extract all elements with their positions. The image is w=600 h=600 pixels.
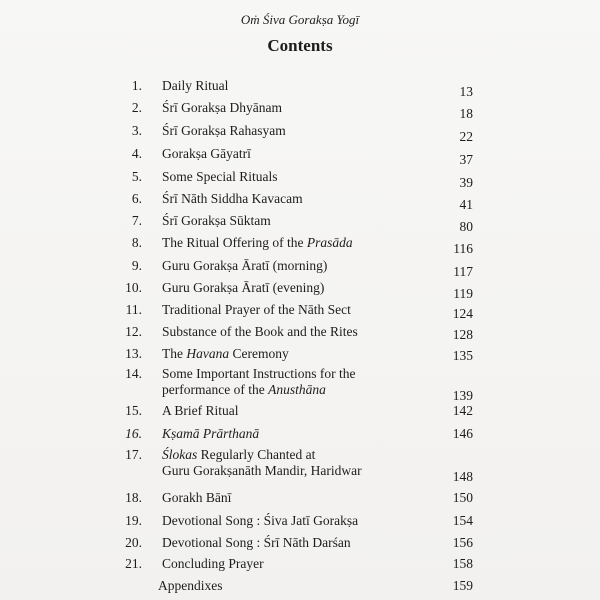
entry-number: 18. xyxy=(125,490,142,505)
entry-title-text: The Ritual Offering of the xyxy=(162,235,307,250)
entry-title: Śrī Gorakṣa Dhyānam xyxy=(162,100,282,115)
entry-title: Gorakṣa Gāyatrī xyxy=(162,146,251,161)
entry-page: 39 xyxy=(459,175,473,190)
entry-title-text: Ceremony xyxy=(229,346,289,361)
entry-page: 18 xyxy=(459,106,473,121)
entry-page: 119 xyxy=(453,286,473,301)
entry-page: 142 xyxy=(452,403,473,418)
entry-number: 5. xyxy=(131,169,142,184)
entry-title xyxy=(162,346,432,362)
entry-title: Appendixes xyxy=(158,578,223,593)
entry-title: A Brief Ritual xyxy=(162,403,239,418)
entry-title xyxy=(162,235,432,251)
entry-title: Devotional Song : Śrī Nāth Darśan xyxy=(162,535,351,550)
entry-title: Kṣamā Prārthanā xyxy=(162,426,260,441)
entry-title: Guru Gorakṣa Āratī (morning) xyxy=(162,258,328,273)
entry-title: Traditional Prayer of the Nāth Sect xyxy=(162,302,351,317)
entry-title-emphasis: Havana xyxy=(186,346,230,361)
entry-page: 37 xyxy=(459,152,473,167)
entry-number: 12. xyxy=(125,324,142,339)
entry-number: 21. xyxy=(125,556,142,571)
entry-title: Daily Ritual xyxy=(162,78,229,93)
entry-page: 146 xyxy=(452,426,473,441)
entry-number: 10. xyxy=(125,280,142,295)
entry-number: 8. xyxy=(131,235,142,250)
entry-title: Gorakh Bānī xyxy=(162,490,232,505)
entry-number: 13. xyxy=(125,346,142,361)
entry-number: 6. xyxy=(131,191,142,206)
entry-page: 148 xyxy=(452,469,473,484)
entry-page: 13 xyxy=(459,84,473,99)
entry-title: Concluding Prayer xyxy=(162,556,264,571)
entry-title xyxy=(162,447,432,479)
entry-number: 4. xyxy=(131,146,142,161)
entry-page: 159 xyxy=(452,578,473,593)
entry-page: 150 xyxy=(452,490,473,505)
entry-number: 9. xyxy=(131,258,142,273)
entry-title-line2: Guru Gorakṣanāth Mandir, Haridwar xyxy=(162,463,362,478)
entry-title-emphasis: Prasāda xyxy=(306,235,353,250)
running-head: Oṁ Śiva Gorakṣa Yogī xyxy=(240,12,360,27)
entry-title-line1: Some Important Instructions for the xyxy=(162,366,356,381)
entry-title: Śrī Gorakṣa Sūktam xyxy=(162,213,271,228)
entry-title: Śrī Gorakṣa Rahasyam xyxy=(162,123,286,138)
entry-number: 20. xyxy=(125,535,142,550)
entry-number: 15. xyxy=(125,403,142,418)
entry-page: 154 xyxy=(452,513,473,528)
entry-title: Devotional Song : Śiva Jatī Gorakṣa xyxy=(162,513,359,528)
entry-page: 158 xyxy=(452,556,473,571)
entry-title: Śrī Nāth Siddha Kavacam xyxy=(162,191,303,206)
entry-page: 116 xyxy=(453,241,473,256)
entry-page: 124 xyxy=(452,306,473,321)
entry-number: 17. xyxy=(125,447,142,462)
entry-title: Some Special Rituals xyxy=(162,169,278,184)
entry-page: 128 xyxy=(452,327,473,342)
entry-number: 11. xyxy=(125,302,142,317)
entry-title: Guru Gorakṣa Āratī (evening) xyxy=(162,280,325,295)
entry-title-emphasis: Anusthāna xyxy=(268,382,326,397)
entry-page: 22 xyxy=(459,129,473,144)
entry-number: 14. xyxy=(125,366,142,381)
entry-page: 135 xyxy=(452,348,473,363)
entry-number: 2. xyxy=(131,100,142,115)
entry-number: 1. xyxy=(131,78,142,93)
entry-page: 41 xyxy=(459,197,473,212)
entry-page: 156 xyxy=(452,535,473,550)
entry-page: 139 xyxy=(452,388,473,403)
entry-title-text: Regularly Chanted at xyxy=(197,447,316,462)
entry-title-emphasis: Ślokas xyxy=(162,447,198,462)
entry-number: 3. xyxy=(131,123,142,138)
entry-title xyxy=(162,366,432,398)
entry-page: 80 xyxy=(459,219,473,234)
entry-number: 19. xyxy=(125,513,142,528)
entry-number: 7. xyxy=(131,213,142,228)
entry-title: Substance of the Book and the Rites xyxy=(162,324,358,339)
entry-page: 117 xyxy=(453,264,473,279)
page-title: Contents xyxy=(267,36,333,55)
entry-title-text: The xyxy=(162,346,187,361)
entry-title-text: performance of the xyxy=(162,382,269,397)
entry-number: 16. xyxy=(125,426,142,441)
